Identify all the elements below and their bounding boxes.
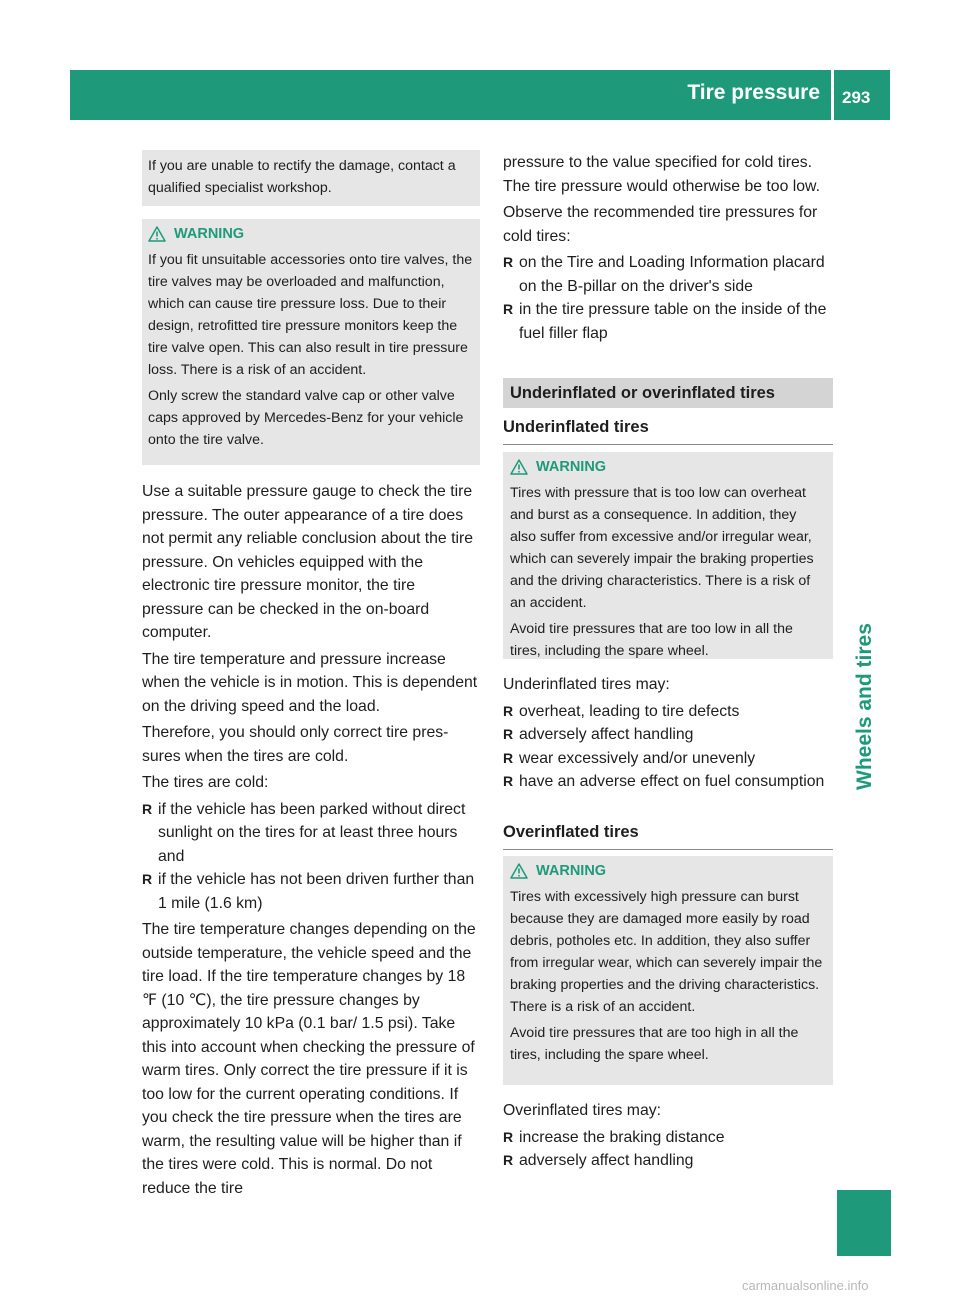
page-header [70,70,890,120]
overinflated-effects [503,1099,833,1176]
warning-text: If you fit unsuitable accessories onto tire valves, the tire valves may be overloaded and malfunction, which can cause tire pressure loss. Due to their design, retrofitted tire pressure monitors keep the tire valve open. This can also result in tire pressure loss. There is a risk of an accident. [148,252,473,378]
warning-heading [510,456,826,478]
list-item: R have an adverse effect on fuel consumption [503,770,833,794]
warning-heading [510,860,826,882]
warning-text: Tires with pressure that is too low can overheat and burst as a consequence. In addition, they also suffer from excessive and/or irregular wear, which can severely impair the braking properties and the driving characteristics. There is a risk of an accident. [510,485,814,611]
warning-heading [148,223,474,245]
warning-label: WARNING [174,226,245,242]
paragraph: The tire temperature and pressure increase when the vehicle is in motion. This is dependent on the driving speed and the load. [142,650,478,715]
warning-triangle-icon [148,226,166,242]
page-number: 293 [842,88,871,107]
list-item: R in the tire pressure table on the inside of the fuel filler flap [503,298,833,345]
list-item: R wear excessively and/or unevenly [503,747,833,771]
paragraph: Therefore, you should only correct tire pressures when the tires are cold. [142,724,449,765]
overinflated-heading: Overinflated tires [503,820,833,850]
warning-triangle-icon [510,863,528,879]
left-body [142,480,480,1203]
warning-label: WARNING [536,863,607,879]
list-item: R if the vehicle has been parked without direct sunlight on the tires for at least three hours and [142,798,480,869]
note-text: If you are unable to rectify the damage, contact a qualified specialist workshop. [148,158,456,196]
warning-box-underinflated [503,452,833,659]
paragraph: Observe the recommended tire pressures for cold tires: [503,204,818,245]
watermark: carmanualsonline.info [742,1278,869,1293]
right-body-top [503,151,833,348]
list-item: R if the vehicle has not been driven further than 1 mile (1.6 km) [142,868,480,915]
paragraph: Use a suitable pressure gauge to check the tire pressure. The outer appearance of a tire does not permit any reliable conclusion about the tire pressure. On vehicles equipped with the electronic tire pressure monitor, the tire pressure can be checked in the on-board computer. [142,483,474,641]
paragraph: Underinflated tires may: [503,676,670,693]
paragraph: The tire temperature changes depending on the outside temperature, the vehicle speed and the tire load. If the tire temperature changes by 18 ℉ (10 ℃), the tire pressure changes by approximately 10 kPa (0.1 bar/ 1.5 psi). Take this into account when checking the pressure of warm tires. Only correct the tire pressure if it is too low for the current operating conditions. If you check the tire pressure when the tires are warm, the resulting value will be higher than if the tires were cold. This is normal. Do not reduce the tire [142,921,476,1197]
underinflated-effects [503,673,833,797]
chapter-tab-label: Wheels and tires [853,623,876,790]
paragraph: Overinflated tires may: [503,1102,662,1119]
overinflated-list [503,1126,833,1173]
section-title: Tire pressure [687,81,820,104]
cold-conditions-list [142,798,480,916]
note-box [142,150,480,206]
list-item: R on the Tire and Loading Information placard on the B-pillar on the driver's side [503,251,833,298]
warning-box-overinflated [503,856,833,1085]
paragraph: The tires are cold: [142,774,269,791]
warning-text: Tires with excessively high pressure can burst because they are damaged more easily by road debris, potholes etc. In addition, they also suffer from irregular wear, which can severely impair the braking properties and the driving characteristics. There is a risk of an accident. [510,889,823,1015]
warning-label: WARNING [536,459,607,475]
list-item: R increase the braking distance [503,1126,833,1150]
paragraph: pressure to the value specified for cold tires. The tire pressure would otherwise be too low. [503,154,820,195]
warning-instruction: Avoid tire pressures that are too high in all the tires, including the spare wheel. [510,1025,799,1063]
warning-instruction: Avoid tire pressures that are too low in all the tires, including the spare wheel. [510,621,793,659]
underinflated-list [503,700,833,794]
underinflated-heading: Underinflated tires [503,415,833,445]
chapter-marker [837,1190,891,1256]
warning-triangle-icon [510,459,528,475]
header-divider [831,70,834,120]
list-item: R adversely affect handling [503,1149,833,1173]
placard-list [503,251,833,345]
list-item: R overheat, leading to tire defects [503,700,833,724]
warning-instruction: Only screw the standard valve cap or other valve caps approved by Mercedes-Benz for your vehicle onto the tire valve. [148,388,464,448]
list-item: R adversely affect handling [503,723,833,747]
section-heading: Underinflated or overinflated tires [503,378,833,408]
warning-box-valves [142,219,480,465]
